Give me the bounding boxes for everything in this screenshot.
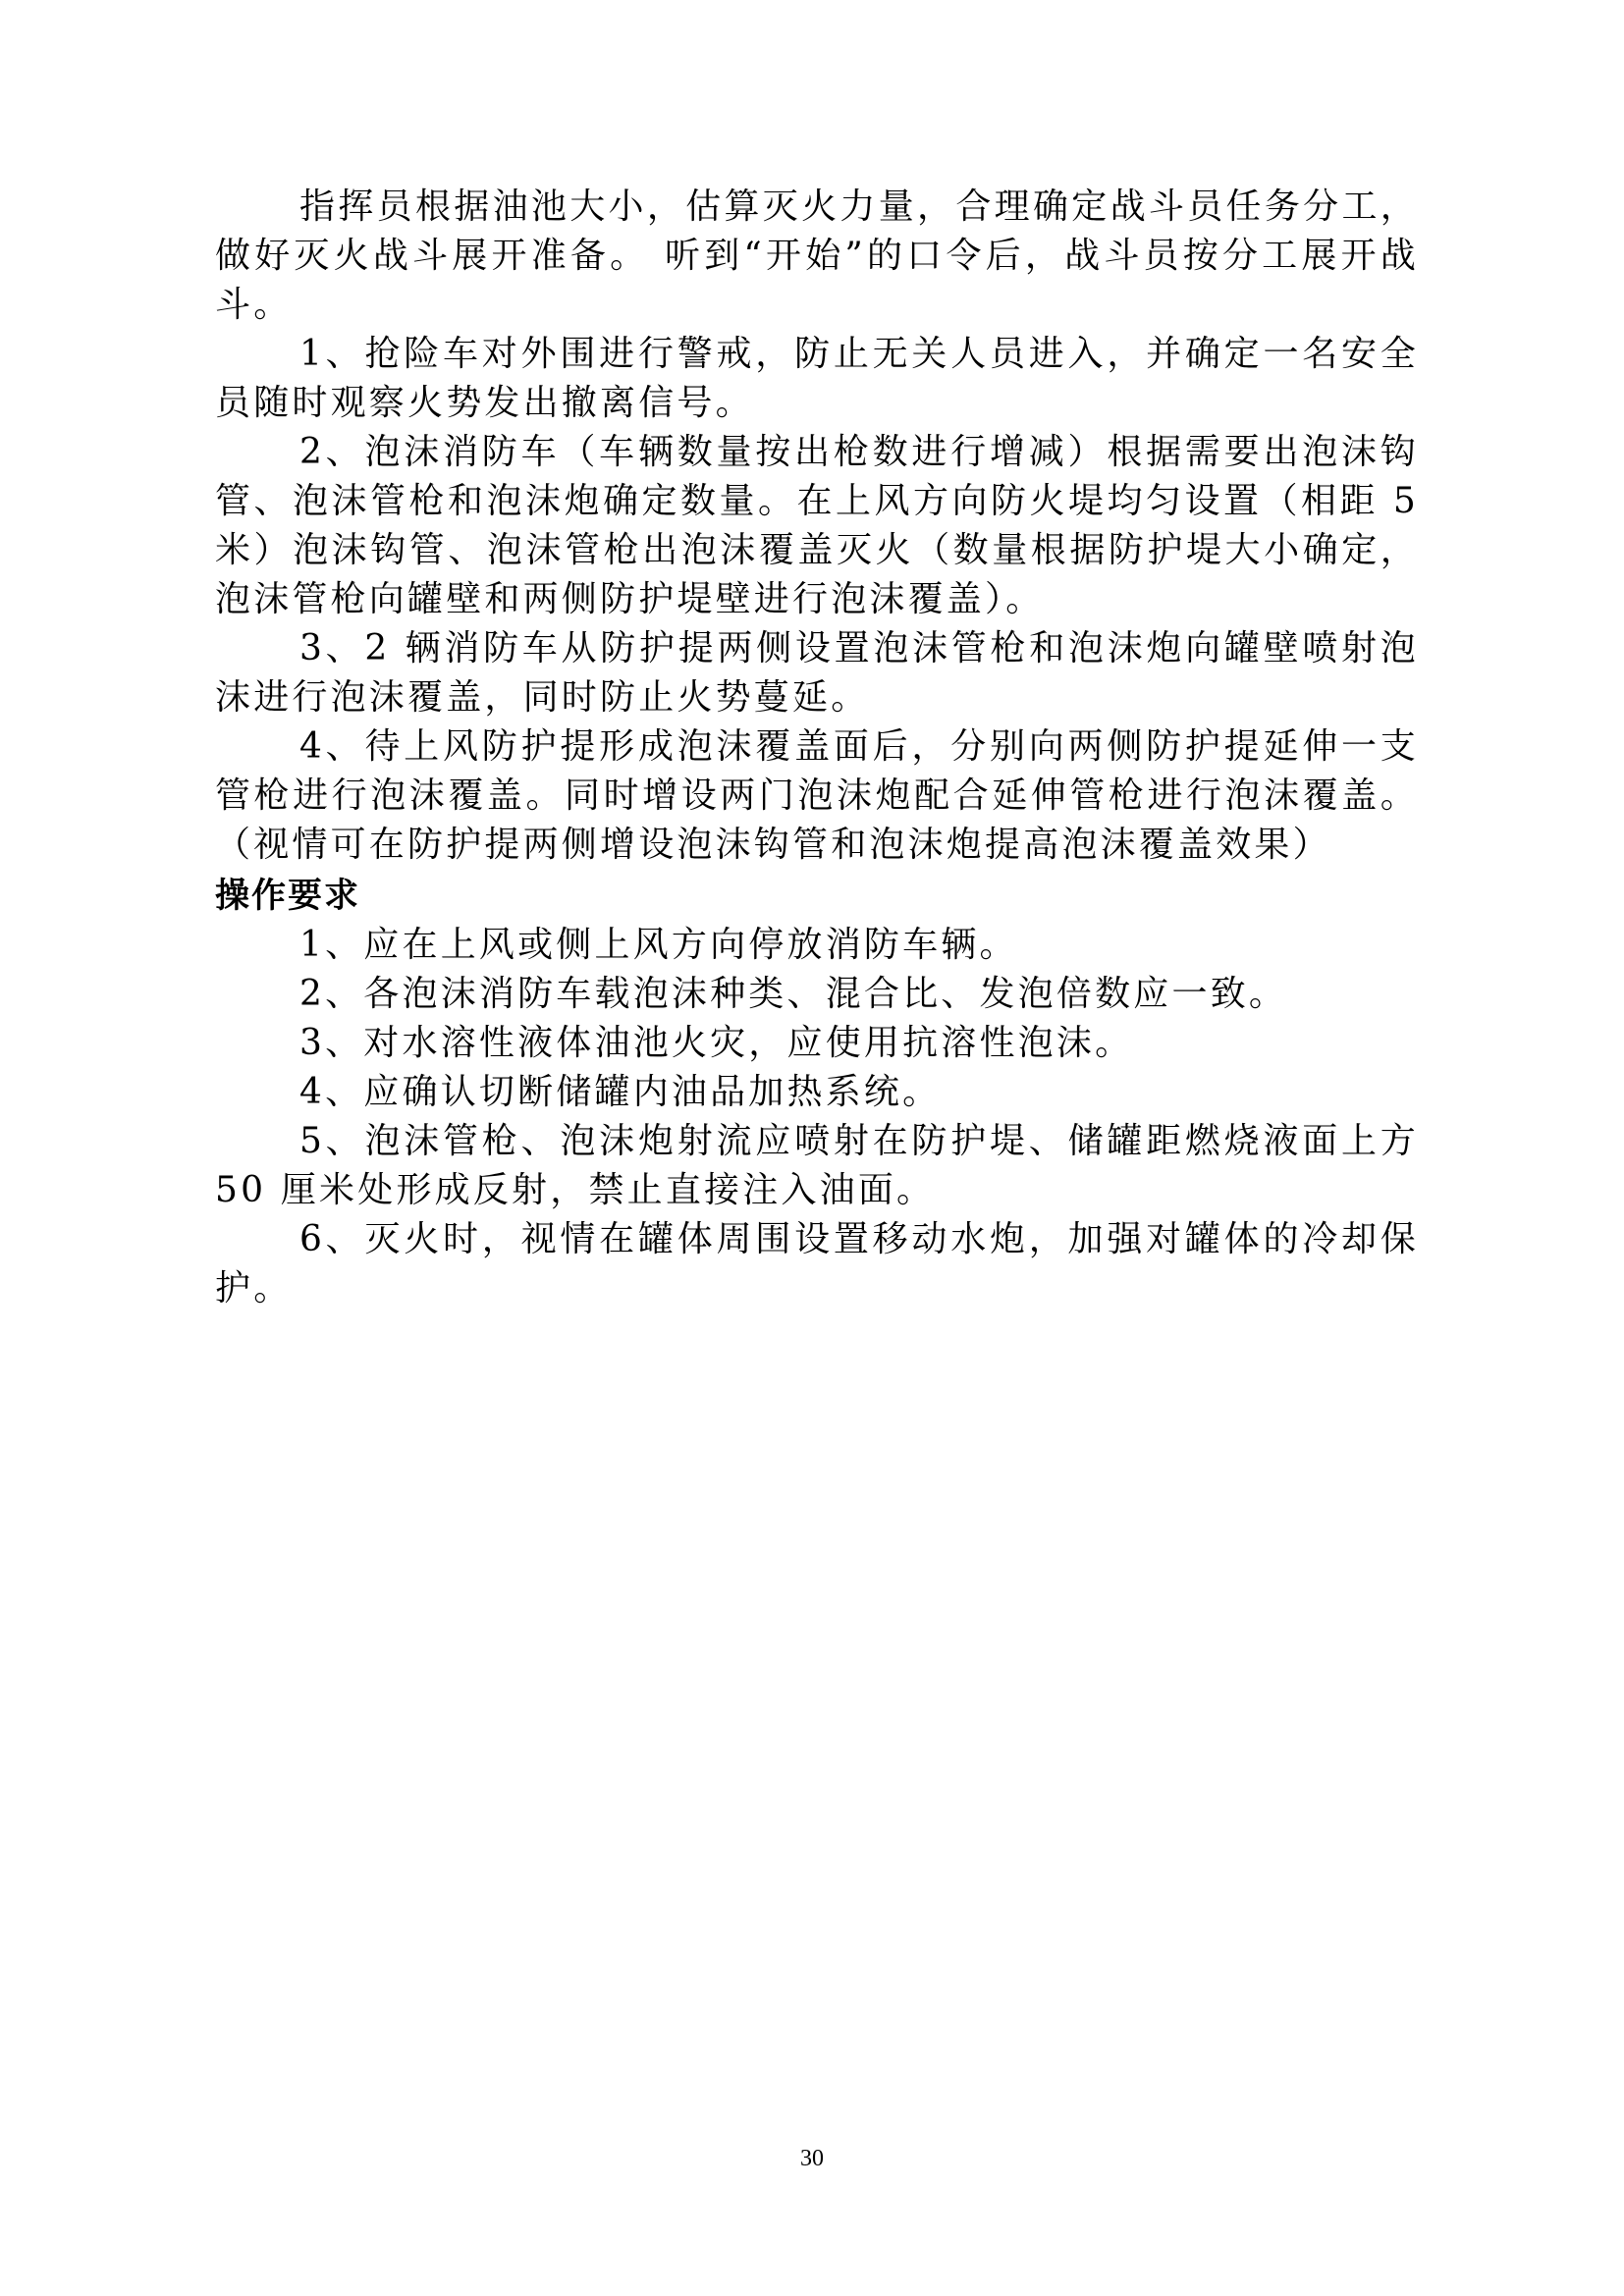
page-content (215, 183, 1419, 1313)
page-number: 30 (800, 2146, 824, 2171)
requirement-item-6: 6、灭火时，视情在罐体周围设置移动水炮，加强对罐体的冷却保护。 (215, 1219, 1419, 1308)
requirement-item-3: 3、对水溶性液体油池火灾，应使用抗溶性泡沫。 (299, 1023, 1134, 1063)
paragraph-step-3: 3、2 辆消防车从防护提两侧设置泡沫管枪和泡沫炮向罐壁喷射泡沫进行泡沫覆盖，同时防止火势蔓延。 (215, 628, 1419, 718)
requirement-item-5: 5、泡沫管枪、泡沫炮射流应喷射在防护堤、储罐距燃烧液面上方50 厘米处形成反射，禁止直接注入油面。 (215, 1121, 1419, 1210)
requirement-item-4: 4、应确认切断储罐内油品加热系统。 (299, 1072, 942, 1112)
requirement-item-2: 2、各泡沫消防车载泡沫种类、混合比、发泡倍数应一致。 (299, 974, 1288, 1014)
paragraph-intro: 指挥员根据油池大小，估算灭火力量，合理确定战斗员任务分工，做好灭火战斗展开准备。 听到“开始”的口令后，战斗员按分工展开战斗。 (215, 187, 1419, 325)
requirement-item-1: 1、应在上风或侧上风方向停放消防车辆。 (299, 925, 1018, 965)
paragraph-step-1: 1、抢险车对外围进行警戒，防止无关人员进入，并确定一名安全员随时观察火势发出撤离信号。 (215, 334, 1419, 423)
requirements-heading: 操作要求 (215, 877, 361, 916)
paragraph-step-4: 4、待上风防护提形成泡沫覆盖面后，分别向两侧防护提延伸一支管枪进行泡沫覆盖。同时增设两门泡沫炮配合延伸管枪进行泡沫覆盖。（视情可在防护提两侧增设泡沫钩管和泡沫炮提高泡沫覆盖效果） (215, 726, 1419, 865)
paragraph-step-2: 2、泡沫消防车（车辆数量按出枪数进行增减）根据需要出泡沫钩管、泡沫管枪和泡沫炮确定数量。在上风方向防火堤均匀设置（相距 5 米）泡沫钩管、泡沫管枪出泡沫覆盖灭火（数量根据防护堤大小确定，泡沫管枪向罐壁和两侧防护堤壁进行泡沫覆盖）。 (215, 432, 1419, 619)
